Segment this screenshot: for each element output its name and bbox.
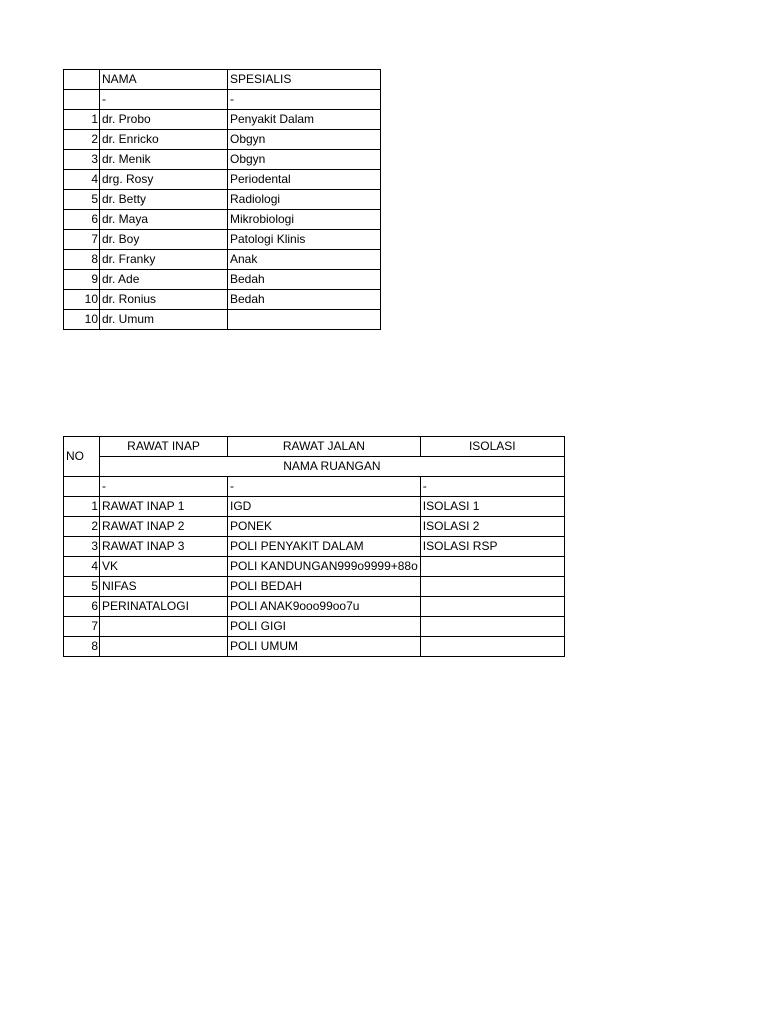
table-row — [64, 617, 565, 637]
dash-spesialis: - — [228, 90, 381, 110]
dash-no — [64, 90, 100, 110]
table-row — [64, 577, 565, 597]
row-nama: dr. Enricko — [100, 130, 228, 150]
dash-isolasi: - — [420, 477, 564, 497]
row-no: 2 — [64, 130, 100, 150]
table-row — [64, 210, 381, 230]
row-nama: dr. Ronius — [100, 290, 228, 310]
header-isolasi: ISOLASI — [420, 437, 564, 457]
row-nama: dr. Umum — [100, 310, 228, 330]
row-isolasi — [420, 617, 564, 637]
row-no: 10 — [64, 290, 100, 310]
header-no — [64, 70, 100, 90]
row-spesialis: Bedah — [228, 270, 381, 290]
row-inap: VK — [100, 557, 228, 577]
doctor-table — [63, 69, 381, 330]
row-jalan: POLI BEDAH — [228, 577, 421, 597]
row-spesialis: Anak — [228, 250, 381, 270]
row-nama: dr. Probo — [100, 110, 228, 130]
row-inap: RAWAT INAP 3 — [100, 537, 228, 557]
header-rawat-jalan: RAWAT JALAN — [228, 437, 421, 457]
row-inap: RAWAT INAP 1 — [100, 497, 228, 517]
header-nama: NAMA — [100, 70, 228, 90]
dash-inap: - — [100, 477, 228, 497]
dash-nama: - — [100, 90, 228, 110]
row-isolasi — [420, 597, 564, 617]
row-isolasi: ISOLASI RSP — [420, 537, 564, 557]
row-jalan: POLI GIGI — [228, 617, 421, 637]
row-nama: dr. Boy — [100, 230, 228, 250]
dash-no — [64, 477, 100, 497]
table-row — [64, 110, 381, 130]
room-table — [63, 436, 565, 657]
row-spesialis: Radiologi — [228, 190, 381, 210]
row-no: 7 — [64, 617, 100, 637]
row-spesialis: Penyakit Dalam — [228, 110, 381, 130]
row-no: 9 — [64, 270, 100, 290]
row-no: 6 — [64, 597, 100, 617]
table-row — [64, 270, 381, 290]
row-nama: dr. Franky — [100, 250, 228, 270]
row-no: 2 — [64, 517, 100, 537]
row-spesialis: Periodental — [228, 170, 381, 190]
row-inap — [100, 617, 228, 637]
row-nama: dr. Ade — [100, 270, 228, 290]
row-nama: dr. Maya — [100, 210, 228, 230]
row-jalan: PONEK — [228, 517, 421, 537]
row-inap: PERINATALOGI — [100, 597, 228, 617]
header-spesialis: SPESIALIS — [228, 70, 381, 90]
row-spesialis: Patologi Klinis — [228, 230, 381, 250]
subheader-row — [64, 457, 565, 477]
table-row — [64, 537, 565, 557]
table-row — [64, 310, 381, 330]
table-header-row — [64, 437, 565, 457]
header-no: NO — [64, 437, 100, 477]
row-isolasi — [420, 557, 564, 577]
dash-jalan: - — [228, 477, 421, 497]
row-no: 5 — [64, 190, 100, 210]
row-spesialis — [228, 310, 381, 330]
header-rawat-inap: RAWAT INAP — [100, 437, 228, 457]
row-no: 10 — [64, 310, 100, 330]
table-row — [64, 597, 565, 617]
row-no: 3 — [64, 150, 100, 170]
table-row — [64, 557, 565, 577]
row-no: 4 — [64, 170, 100, 190]
row-nama: drg. Rosy — [100, 170, 228, 190]
table-row — [64, 190, 381, 210]
dash-row — [64, 90, 381, 110]
row-nama: dr. Menik — [100, 150, 228, 170]
subheader-nama-ruangan: NAMA RUANGAN — [100, 457, 565, 477]
row-isolasi — [420, 637, 564, 657]
table-row — [64, 250, 381, 270]
row-jalan: POLI ANAK9ooo99oo7u — [228, 597, 421, 617]
dash-row — [64, 477, 565, 497]
table-row — [64, 497, 565, 517]
table-row — [64, 130, 381, 150]
table-row — [64, 150, 381, 170]
row-no: 7 — [64, 230, 100, 250]
row-jalan: POLI KANDUNGAN999o9999+88o — [228, 557, 421, 577]
row-jalan: POLI PENYAKIT DALAM — [228, 537, 421, 557]
row-no: 1 — [64, 497, 100, 517]
row-no: 4 — [64, 557, 100, 577]
table-header-row — [64, 70, 381, 90]
row-no: 8 — [64, 250, 100, 270]
row-no: 6 — [64, 210, 100, 230]
row-inap: NIFAS — [100, 577, 228, 597]
row-no: 1 — [64, 110, 100, 130]
table-row — [64, 170, 381, 190]
row-spesialis: Obgyn — [228, 150, 381, 170]
row-inap — [100, 637, 228, 657]
table-row — [64, 230, 381, 250]
table-row — [64, 290, 381, 310]
row-no: 5 — [64, 577, 100, 597]
row-no: 3 — [64, 537, 100, 557]
row-isolasi: ISOLASI 1 — [420, 497, 564, 517]
row-spesialis: Bedah — [228, 290, 381, 310]
table-row — [64, 637, 565, 657]
row-jalan: POLI UMUM — [228, 637, 421, 657]
row-isolasi — [420, 577, 564, 597]
row-isolasi: ISOLASI 2 — [420, 517, 564, 537]
table-row — [64, 517, 565, 537]
row-nama: dr. Betty — [100, 190, 228, 210]
row-inap: RAWAT INAP 2 — [100, 517, 228, 537]
row-jalan: IGD — [228, 497, 421, 517]
row-spesialis: Obgyn — [228, 130, 381, 150]
row-spesialis: Mikrobiologi — [228, 210, 381, 230]
row-no: 8 — [64, 637, 100, 657]
